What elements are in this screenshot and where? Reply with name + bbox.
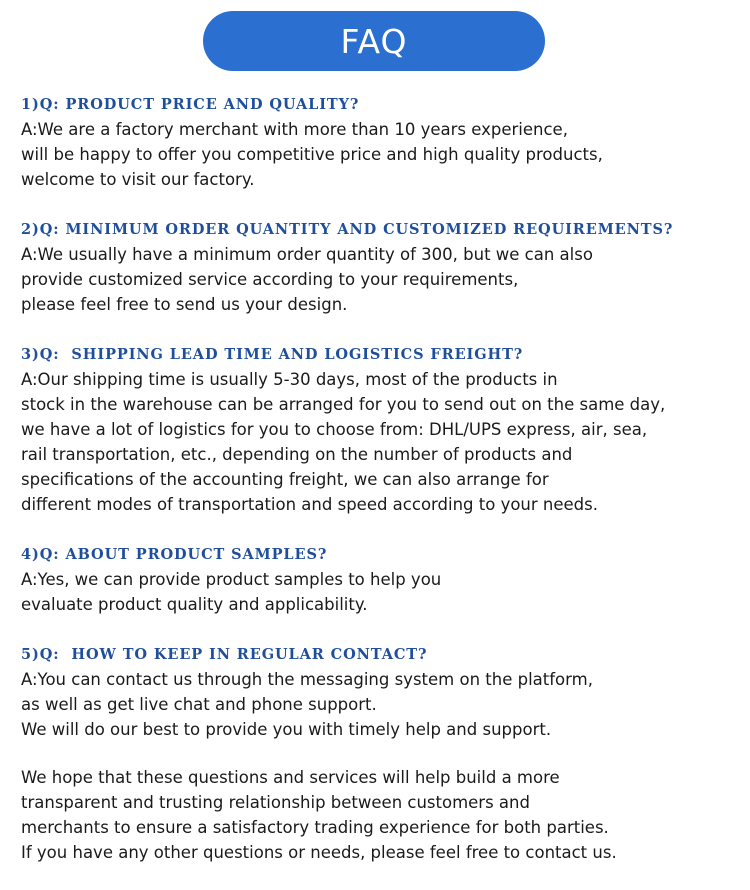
closing-line: We hope that these questions and services will help build a more xyxy=(21,768,560,787)
closing-line: If you have any other questions or needs, please feel free to contact us. xyxy=(21,843,617,862)
faq-title: FAQ xyxy=(340,21,408,61)
faq-item-4 xyxy=(21,542,741,617)
faq-answer-line: A:We usually have a minimum order quantity of 300, but we can also xyxy=(21,245,593,264)
faq-header xyxy=(203,11,545,71)
faq-item-5 xyxy=(21,642,741,742)
faq-question: 1)Q: PRODUCT PRICE AND QUALITY? xyxy=(21,96,360,113)
faq-answer-line: will be happy to offer you competitive price and high quality products, xyxy=(21,145,603,164)
faq-answer-line: A:We are a factory merchant with more than 10 years experience, xyxy=(21,120,568,139)
faq-answer-line: as well as get live chat and phone support. xyxy=(21,695,377,714)
closing-line: transparent and trusting relationship between customers and xyxy=(21,793,530,812)
faq-answer-line: please feel free to send us your design. xyxy=(21,295,348,314)
closing-line: merchants to ensure a satisfactory trading experience for both parties. xyxy=(21,818,609,837)
faq-item-2 xyxy=(21,217,741,317)
faq-answer-line: We will do our best to provide you with timely help and support. xyxy=(21,720,552,739)
closing-paragraph xyxy=(21,765,741,865)
faq-question: 2)Q: MINIMUM ORDER QUANTITY AND CUSTOMIZED REQUIREMENTS? xyxy=(21,221,674,238)
faq-question: 3)Q: SHIPPING LEAD TIME AND LOGISTICS FREIGHT? xyxy=(21,346,524,363)
faq-answer-line: A:You can contact us through the messaging system on the platform, xyxy=(21,670,593,689)
faq-question: 5)Q: HOW TO KEEP IN REGULAR CONTACT? xyxy=(21,646,428,663)
faq-answer-line: provide customized service according to your requirements, xyxy=(21,270,519,289)
faq-question: 4)Q: ABOUT PRODUCT SAMPLES? xyxy=(21,546,328,563)
faq-answer-line: specifications of the accounting freight, we can also arrange for xyxy=(21,470,549,489)
faq-answer-line: stock in the warehouse can be arranged for you to send out on the same day, xyxy=(21,395,666,414)
faq-answer-line: evaluate product quality and applicability. xyxy=(21,595,368,614)
faq-answer-line: rail transportation, etc., depending on the number of products and xyxy=(21,445,573,464)
faq-answer-line: A:Yes, we can provide product samples to help you xyxy=(21,570,442,589)
faq-answer-line: different modes of transportation and speed according to your needs. xyxy=(21,495,598,514)
faq-item-3 xyxy=(21,342,741,517)
faq-answer-line: A:Our shipping time is usually 5-30 days, most of the products in xyxy=(21,370,558,389)
faq-answer-line: welcome to visit our factory. xyxy=(21,170,255,189)
faq-item-1 xyxy=(21,92,741,192)
faq-list xyxy=(21,92,741,767)
faq-answer-line: we have a lot of logistics for you to choose from: DHL/UPS express, air, sea, xyxy=(21,420,648,439)
